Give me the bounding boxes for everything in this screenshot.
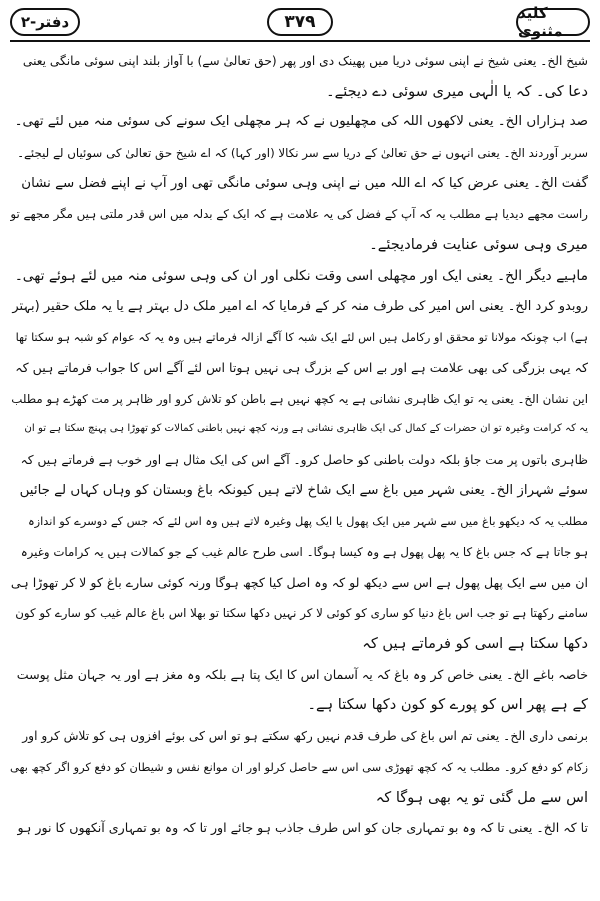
text-line: دعا کی۔ کہ یا الٰہی میری سوئی دے دیجئے۔ (326, 82, 588, 100)
text-line: ظاہری باتوں پر مت جاؤ بلکہ دولت باطنی کو حاصل کرو۔ آگے اس کی ایک مثال ہے اور خوب ہے فرماتے ہیں کہ (20, 452, 588, 467)
text-line: اس سے مل گئی تو یہ بھی ہوگا کہ (375, 788, 588, 806)
text-line: ماہیے دیگر الخ۔ یعنی ایک اور مچھلی اسی وقت نکلی اور ان کی وہی سوئی منہ میں لئے ہوئے تھی۔ (14, 267, 588, 284)
header-rule (10, 40, 590, 42)
text-line: روبدو کرد الخ۔ یعنی اس امیر کی طرف منہ کر کے فرمایا کہ اے امیر ملک دل بہتر ہے یا یہ ملک حقیر (بہتر (12, 298, 588, 314)
text-line: ان میں سے ایک پھل پھول ہے اس سے دیکھ لو کہ وہ اصل کیا کچھ ہوگا ورنہ کوئی سارے باغ کو لا کر تھوڑا ہی (10, 574, 588, 590)
page-header (10, 4, 590, 44)
text-line: دکھا سکتا ہے اسی کو فرماتے ہیں کہ (362, 635, 588, 653)
text-line: تا کہ الخ۔ یعنی تا کہ وہ بو تمہاری جان کو اس طرف جاذب ہو جائے اور تا کہ وہ بو تمہاری آنکھوں کا نور ہو (17, 820, 588, 836)
volume-badge: دفتر-۲ (10, 8, 80, 36)
text-line: صد ہزاراں الخ۔ یعنی لاکھوں اللہ کی مچھلیوں نے کہ ہر مچھلی ایک سونے کی سوئی منہ میں لئے تھی۔ (14, 114, 588, 130)
page-body (10, 46, 588, 844)
book-title-badge: کلید مثنوی (516, 8, 590, 36)
text-line: زکام کو دفع کرو۔ مطلب یہ کہ کچھ تھوڑی سی اس سے حاصل کرلو اور ان موانع نفس و شیطان کو دفع کرو اگر کچھ بھی (10, 759, 588, 774)
text-line: مطلب یہ کہ دیکھو باغ میں سے شہر میں ایک پھول یا ایک پھل وغیرہ لاتے ہیں وہ اس لئے کہ جس کے دوسرے کو اندازہ (27, 514, 588, 529)
text-line: کے ہے پھر اس کو پورے کو کون دکھا سکتا ہے۔ (307, 696, 588, 714)
text-line: شیخ الخ۔ یعنی شیخ نے اپنی سوئی دریا میں پھینک دی اور پھر (حق تعالیٰ سے) با آواز بلند اپنی سوئی مانگی یعنی (22, 54, 588, 68)
text-line: ہے) اب چونکہ مولانا تو محقق او رکامل ہیں اس لئے ایک شبہ کا آگے ازالہ فرماتے ہیں وہ یہ کہ عوام کو شبہ ہو سکتا تھا (15, 330, 588, 345)
text-line: راست مجھے دیدیا ہے مطلب یہ کہ آپ کے فضل کی یہ علامت ہے کہ ایک کے بدلہ میں اس قدر ملتی ہیں مگر مجھے تو (10, 207, 588, 222)
text-line: سربر آوردند الخ۔ یعنی انہوں نے حق تعالیٰ کے دریا سے سر نکالا (اور کہا) کہ اے شیخ حق تعالیٰ کی سوئیاں لے لیجئے۔ (17, 146, 588, 161)
text-line: سوئے شہراز الخ۔ یعنی شہر میں باغ سے ایک شاخ لاتے ہیں کیونکہ باغ وبستان کو وہاں کہاں لے جائیں (19, 482, 588, 498)
text-line: گفت الخ۔ یعنی عرض کیا کہ اے اللہ میں نے اپنی وہی سوئی مانگی تھی اور آپ نے اپنے فضل سے نشان (21, 175, 588, 191)
text-line: یہ کہ کرامت وغیرہ تو ان حضرات کے کمال کی ایک ظاہری نشانی ہے ورنہ کچھ نہیں باطنی کمالات کو تھوڑا ہی پہنچ سکتا ہے تو ان (24, 423, 588, 435)
text-line: این نشان الخ۔ یعنی یہ تو ایک ظاہری نشانی ہے یہ کچھ نہیں ہے باطن کو تلاش کرو اور ظاہر پر مت کھڑے ہو مطلب (11, 391, 588, 406)
text-line: میری وہی سوئی عنایت فرمادیجئے۔ (369, 236, 588, 254)
text-line: برنمی داری الخ۔ یعنی تم اس باغ کی طرف قدم نہیں رکھ سکتے ہو تو اس کی بوئے افزوں ہی کو تلاش کرو اور (22, 729, 588, 744)
text-line: کہ یہی بزرگی کی بھی علامت ہے اور بے اس کے بزرگ ہی نہیں ہوتا اس لئے آگے اس کا جواب فرماتے ہیں کہ (15, 359, 588, 375)
text-line: خاصہ باغے الخ۔ یعنی خاص کر وہ باغ کہ یہ آسمان اس کا ایک پتا ہے بلکہ وہ مغز ہے اور یہ جہان مثل پوست (16, 666, 588, 682)
text-line: ہو جاتا ہے کہ جس باغ کا یہ پھل پھول ہے وہ کیسا ہوگا۔ اسی طرح عالم غیب کے جو کمالات ہیں یہ کرامات وغیرہ (20, 545, 588, 559)
page-number-badge: ۳۷۹ (267, 8, 333, 36)
text-line: سامنے رکھتا ہے تو جب اس باغ دنیا کو ساری کو کوئی لا کر نہیں دکھا سکتا تو بھلا اس باغ عالم غیب کو سارے کو کون (15, 606, 588, 621)
